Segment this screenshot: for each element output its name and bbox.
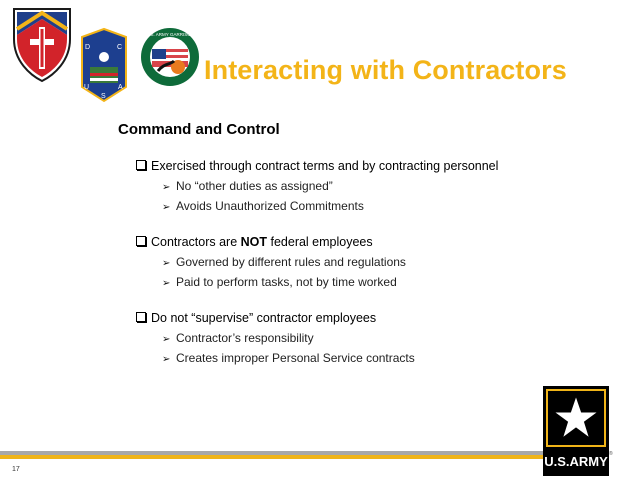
bullet-item (136, 157, 576, 176)
sub-bullet-text: Creates improper Personal Service contracts (176, 351, 415, 365)
arrow-bullet-icon: ➢ (162, 258, 171, 269)
page-number: 17 (12, 466, 20, 473)
army-star-logo (543, 386, 609, 476)
svg-text:A: A (118, 84, 123, 91)
us-army-garrison-seal-logo (140, 27, 200, 87)
arrow-bullet-icon: ➢ (162, 334, 171, 345)
checkbox-bullet-icon (136, 236, 146, 246)
svg-text:D: D (85, 44, 91, 51)
sub-bullet-item (136, 348, 576, 368)
checkbox-bullet-icon (136, 312, 146, 322)
bullet-item (136, 309, 576, 328)
army-unit-shield-logo (10, 5, 74, 83)
army-logo-text: U.S.ARMY (544, 454, 608, 469)
bullet-emphasis: NOT (240, 235, 268, 249)
sub-bullet-text: No “other duties as assigned” (176, 179, 333, 193)
svg-text:C: C (117, 44, 123, 51)
section-heading: Command and Control (118, 121, 280, 138)
bullet-text: Exercised through contract terms and by contracting personnel (151, 159, 499, 173)
svg-text:U: U (84, 84, 90, 91)
sub-bullet-text: Paid to perform tasks, not by time worked (176, 275, 397, 289)
bullet-group (136, 233, 576, 292)
footer-divider-gold (0, 455, 544, 459)
arrow-bullet-icon: ➢ (162, 202, 171, 213)
bullet-item (136, 233, 576, 252)
sub-bullet-text: Contractor’s responsibility (176, 331, 314, 345)
bullet-list (136, 157, 576, 385)
bullet-text: federal employees (267, 235, 373, 249)
registered-mark: ® (609, 451, 613, 457)
garrison-seal-text: U.S. ARMY GARRISON (146, 32, 194, 37)
svg-text:S: S (101, 93, 106, 100)
bullet-text: Do not “supervise” contractor employees (151, 311, 377, 325)
sub-bullet-item (136, 272, 576, 292)
arrow-bullet-icon: ➢ (162, 354, 171, 365)
checkbox-bullet-icon (136, 160, 146, 170)
sub-bullet-text: Governed by different rules and regulations (176, 255, 406, 269)
sub-bullet-item (136, 328, 576, 348)
bullet-group (136, 157, 576, 216)
bullet-text: Contractors are (151, 235, 241, 249)
sub-bullet-text: Avoids Unauthorized Commitments (176, 199, 364, 213)
sub-bullet-item (136, 252, 576, 272)
bullet-group (136, 309, 576, 368)
slide-title: Interacting with Contractors (204, 55, 567, 85)
arrow-bullet-icon: ➢ (162, 278, 171, 289)
sub-bullet-item (136, 196, 576, 216)
arrow-bullet-icon: ➢ (162, 182, 171, 193)
installation-patch-logo (78, 27, 130, 103)
sub-bullet-item (136, 176, 576, 196)
